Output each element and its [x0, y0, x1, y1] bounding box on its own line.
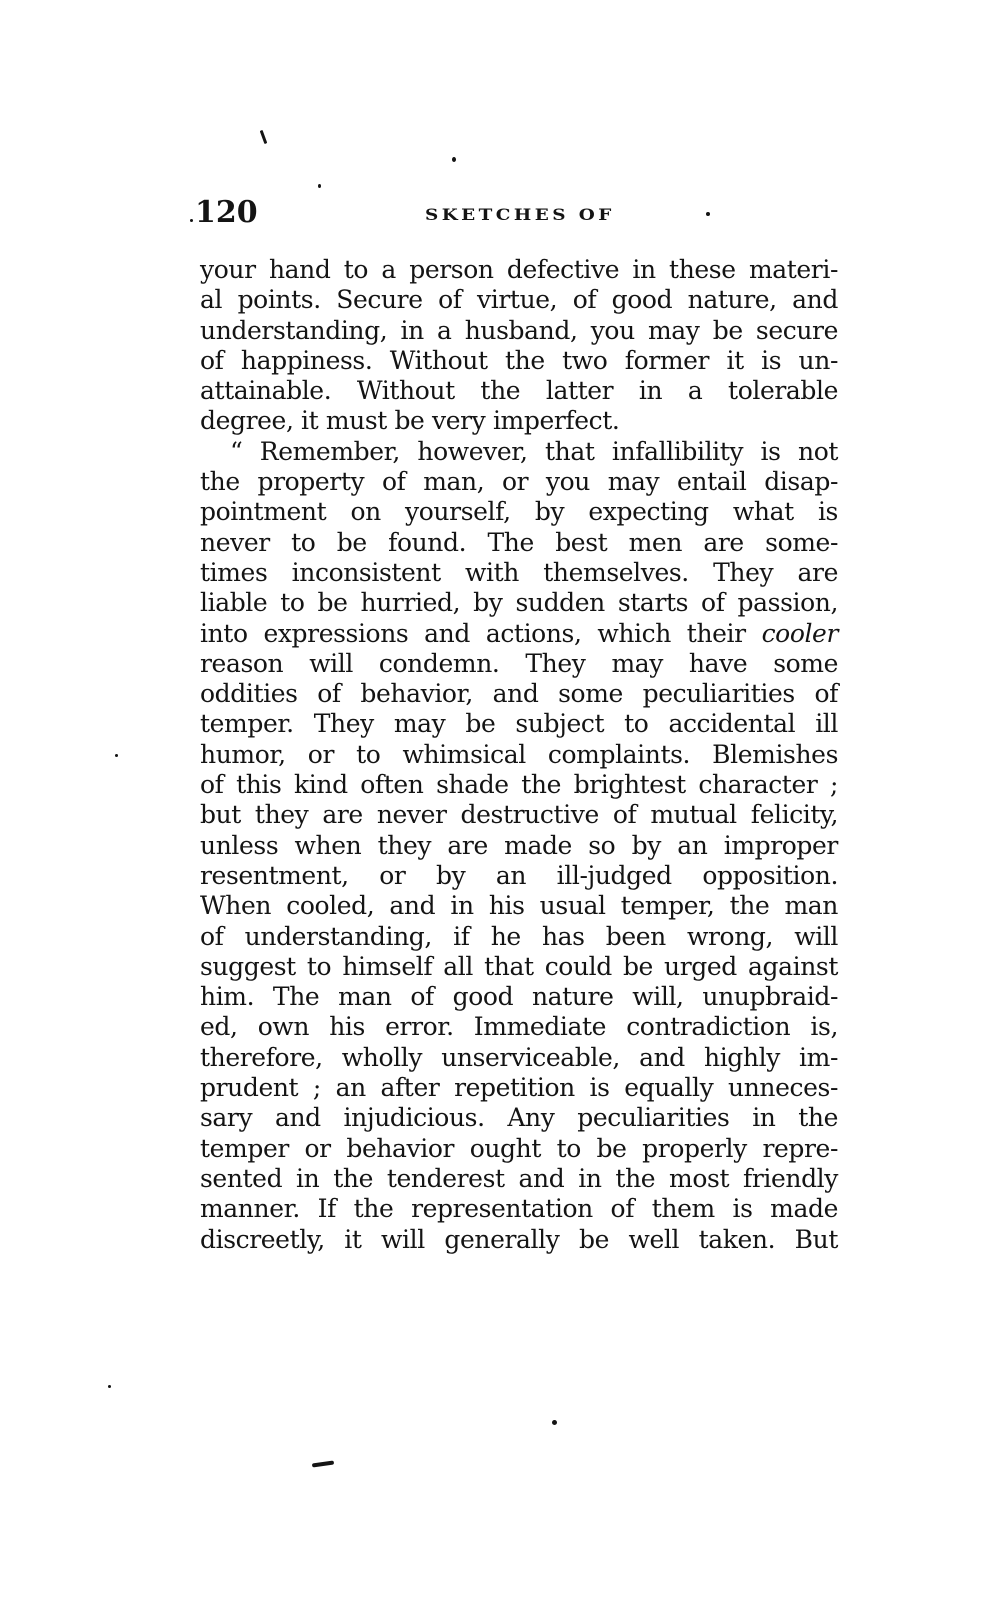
text-line-segment: into expressions and actions, which their [200, 618, 746, 648]
text-line: the property of man, or you may entail disap- [200, 467, 838, 497]
text-line: but they are never destructive of mutual felicity, [200, 800, 838, 830]
text-line: al points. Secure of virtue, of good nature, and [200, 285, 838, 315]
italic-word: cooler [761, 618, 839, 648]
text-line: temper. They may be subject to accidental ill [200, 709, 838, 739]
text-line: unless when they are made so by an improper [200, 830, 838, 860]
stray-mark [190, 219, 193, 222]
text-line: liable to be hurried, by sudden starts of passion, [200, 588, 838, 618]
page-number: 120 [195, 195, 258, 230]
stray-mark [552, 1420, 557, 1425]
stray-mark [260, 130, 268, 144]
text-line: degree, it must be very imperfect. [200, 406, 620, 436]
text-line: understanding, in a husband, you may be secure [200, 315, 838, 345]
stray-mark [452, 157, 456, 162]
page-header [195, 195, 845, 235]
stray-mark [706, 212, 710, 216]
text-line: attainable. Without the latter in a tolerable [200, 376, 838, 406]
text-line: times inconsistent with themselves. They are [200, 557, 838, 587]
running-head: SKETCHES OF [425, 205, 615, 224]
text-line: therefore, wholly unserviceable, and highly im- [200, 1042, 838, 1072]
text-line: of this kind often shade the brightest character ; [200, 770, 838, 800]
text-line: suggest to himself all that could be urged against [200, 951, 838, 981]
text-line: sented in the tenderest and in the most friendly [200, 1163, 838, 1193]
text-line: pointment on yourself, by expecting what is [200, 497, 838, 527]
text-line: ed, own his error. Immediate contradiction is, [200, 1012, 838, 1042]
stray-mark [108, 1385, 111, 1388]
text-line: of happiness. Without the two former it is un- [200, 345, 838, 375]
text-line: When cooled, and in his usual temper, the man [200, 891, 838, 921]
stray-mark [318, 184, 321, 188]
text-line: humor, or to whimsical complaints. Blemishes [200, 739, 838, 769]
text-line: sary and injudicious. Any peculiarities in the [200, 1103, 838, 1133]
text-line: manner. If the representation of them is made [200, 1194, 838, 1224]
text-line: your hand to a person defective in these materi- [200, 255, 838, 284]
stray-mark [115, 754, 118, 757]
text-line: oddities of behavior, and some peculiarities of [200, 679, 838, 709]
text-line: temper or behavior ought to be properly repre- [200, 1133, 838, 1163]
body-text [200, 255, 838, 1255]
text-line: discreetly, it will generally be well taken. But [200, 1224, 838, 1254]
text-line: reason will condemn. They may have some [200, 648, 838, 678]
text-line: “ Remember, however, that infallibility is not [230, 436, 838, 466]
text-line: resentment, or by an ill-judged opposition. [200, 860, 838, 890]
stray-mark [312, 1460, 334, 1467]
text-line: of understanding, if he has been wrong, will [200, 921, 838, 951]
text-line: never to be found. The best men are some- [200, 527, 838, 557]
text-line: prudent ; an after repetition is equally unneces- [200, 1073, 838, 1103]
text-line [200, 619, 838, 649]
text-line: him. The man of good nature will, unupbraid- [200, 982, 838, 1012]
